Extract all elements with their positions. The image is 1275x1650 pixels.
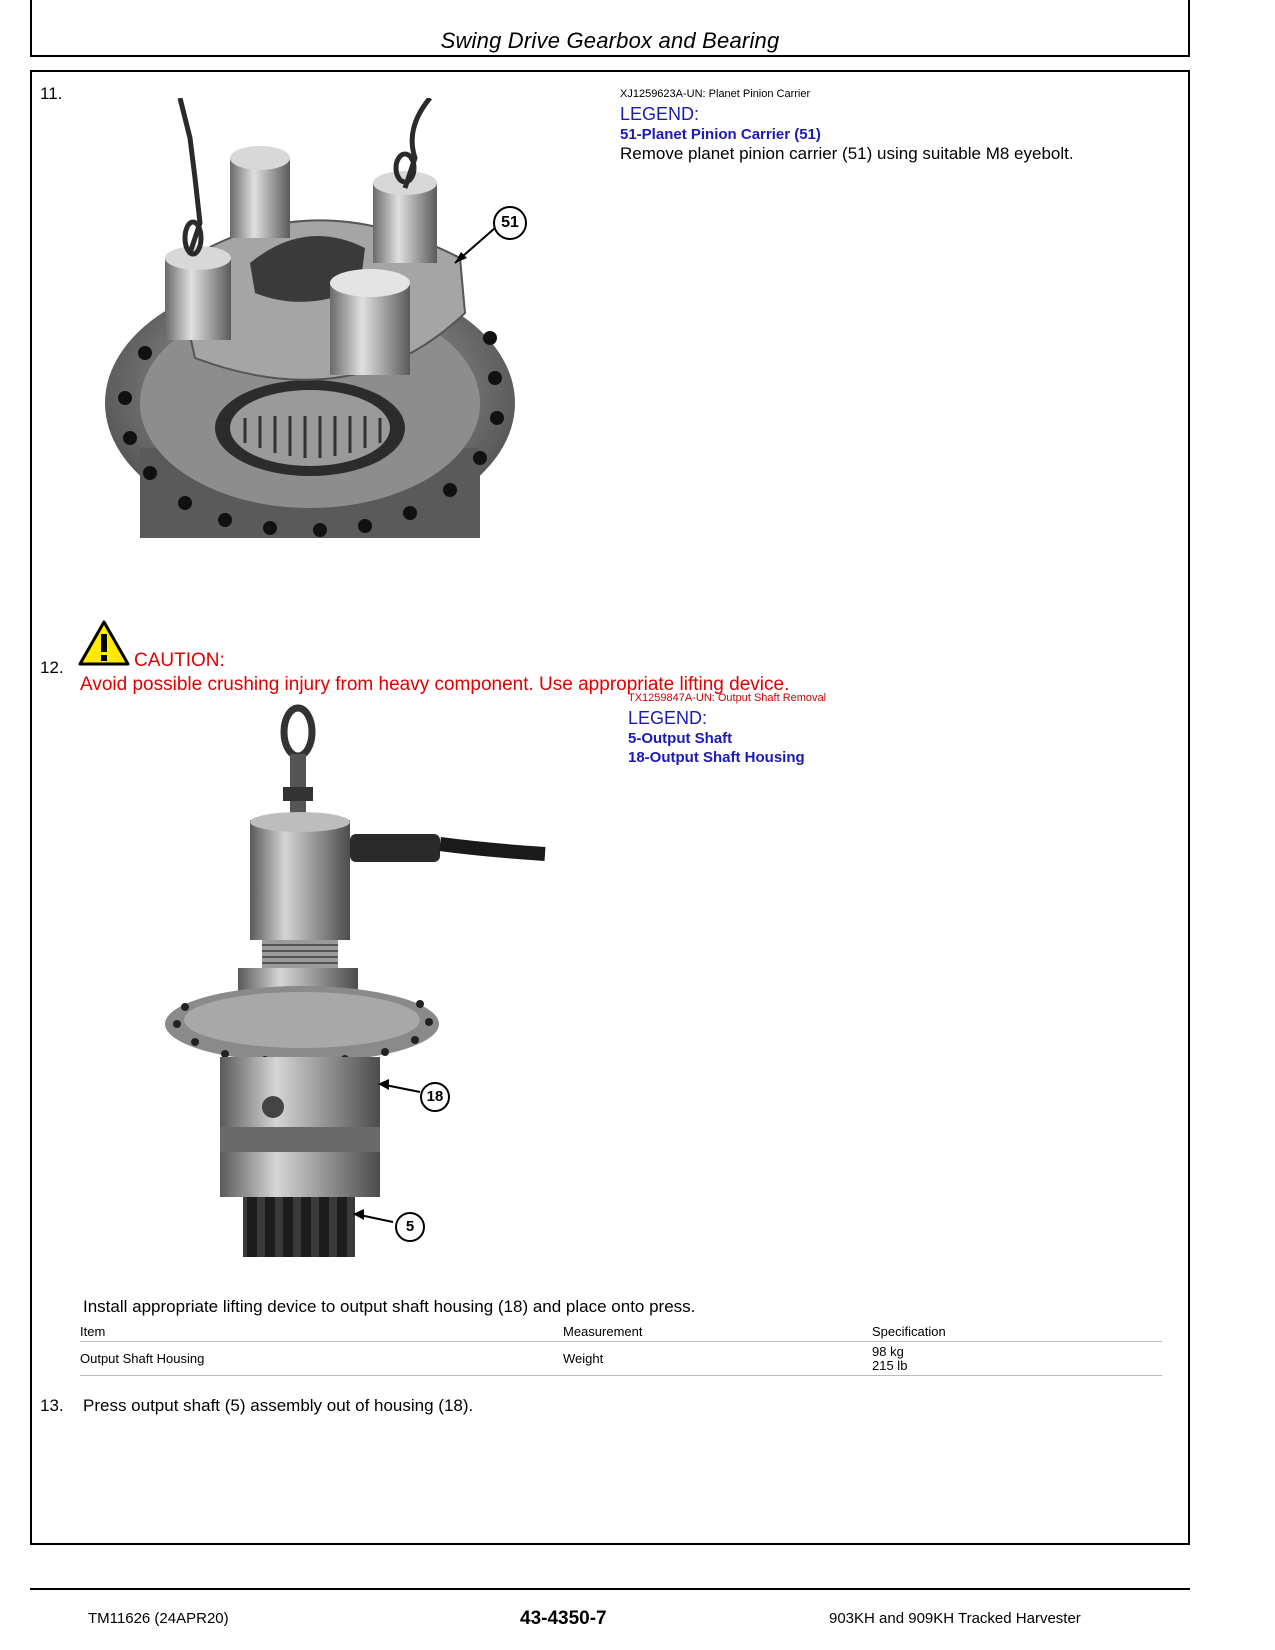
legend-item-5: 5-Output Shaft: [628, 730, 733, 747]
col-header-specification: Specification: [872, 1322, 1162, 1342]
callout-51: 51: [493, 206, 527, 240]
planet-pinion-carrier-photo: [105, 98, 545, 548]
page-number: 43-4350-7: [520, 1608, 607, 1629]
step-12-instruction: Install appropriate lifting device to output shaft housing (18) and place onto press.: [83, 1297, 696, 1316]
step-13-instruction: Press output shaft (5) assembly out of housing (18).: [83, 1396, 474, 1415]
table-header-row: [80, 1322, 1162, 1342]
page-header: [30, 0, 1190, 57]
legend-title-12: LEGEND:: [628, 708, 708, 728]
cell-specification: [872, 1342, 1162, 1376]
caution-warning-icon: [78, 620, 130, 666]
step-11-instruction: Remove planet pinion carrier (51) using suitable M8 eyebolt.: [620, 144, 1074, 163]
document-id: TM11626 (24APR20): [88, 1610, 229, 1627]
footer-divider: [30, 1588, 1190, 1590]
figure-caption-12: TX1259847A-UN: Output Shaft Removal: [628, 692, 827, 704]
product-name: 903KH and 909KH Tracked Harvester: [829, 1610, 1081, 1627]
caution-label: CAUTION:: [134, 650, 225, 671]
step-12-number: 12.: [40, 658, 64, 677]
legend-item-18: 18-Output Shaft Housing: [628, 749, 805, 766]
cell-item: Output Shaft Housing: [80, 1342, 563, 1376]
table-row: [80, 1342, 1162, 1376]
section-title: Swing Drive Gearbox and Bearing: [440, 28, 780, 53]
spec-kg: 98 kg: [872, 1344, 904, 1359]
legend-item-51: 51-Planet Pinion Carrier (51): [620, 126, 821, 143]
specification-table: [80, 1322, 1162, 1376]
step-13-number: 13.: [40, 1396, 64, 1415]
spec-lb: 215 lb: [872, 1358, 908, 1373]
legend-title-11: LEGEND:: [620, 104, 700, 124]
caution-message: Avoid possible crushing injury from heavy component. Use appropriate lifting device.: [80, 674, 790, 695]
cell-measurement: Weight: [563, 1342, 872, 1376]
col-header-item: Item: [80, 1322, 563, 1342]
figure-caption-11: XJ1259623A-UN: Planet Pinion Carrier: [620, 88, 811, 100]
step-11-number: 11.: [40, 84, 63, 103]
callout-5: 5: [395, 1212, 425, 1242]
callout-18: 18: [420, 1082, 450, 1112]
col-header-measurement: Measurement: [563, 1322, 872, 1342]
output-shaft-removal-photo: [165, 702, 555, 1302]
